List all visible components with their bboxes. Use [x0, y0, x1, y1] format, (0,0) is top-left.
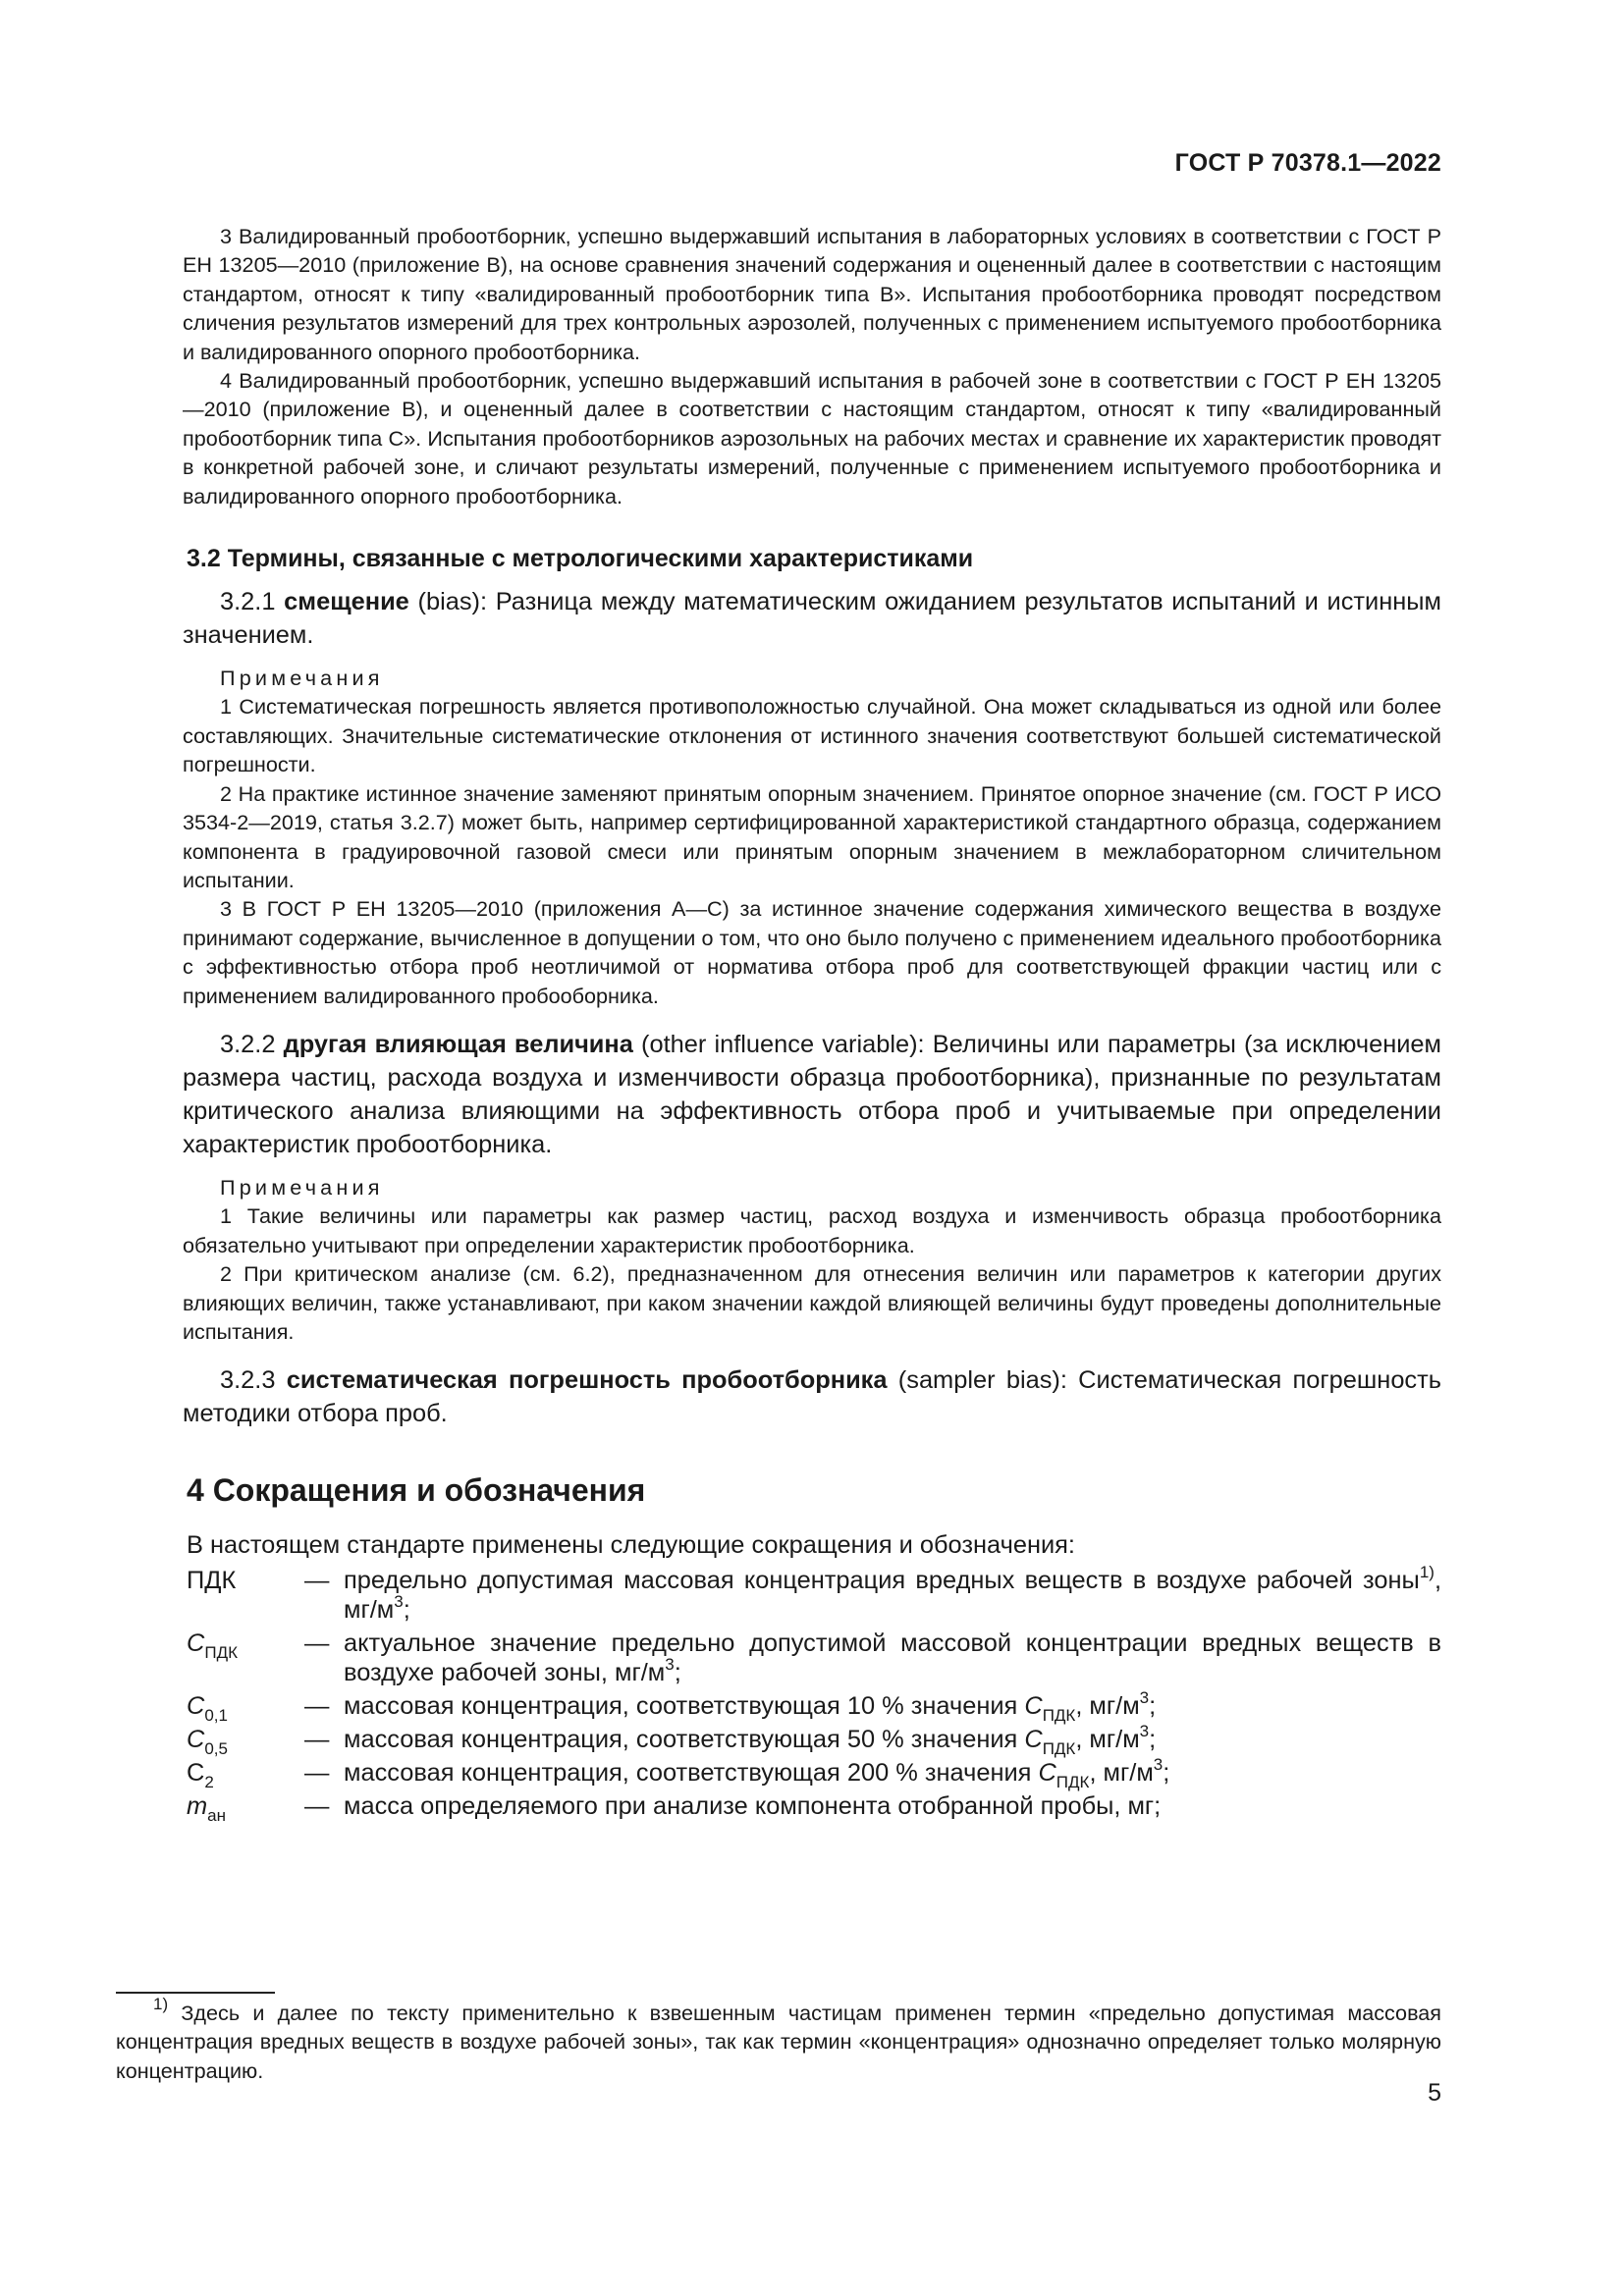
note-4-validated-sampler-c: 4 Валидированный пробоотборник, успешно выдержавший испытания в рабочей зоне в соответствии с ГОСТ Р ЕН 13205—2010 (приложение В), и оцененный далее в соответствии с настоящим стандартом, относят к типу «валидированный пробоотборник типа С». Испытания пробоотборников аэрозольных на рабочих местах и сравнение их характеристик проводят в конкретной рабочей зоне, и сличают результаты измерений, полученные с применением испытуемого пробоотборника и валидированного опорного пробоотборника. [183, 368, 1441, 508]
abbrev-dash: — [304, 1792, 330, 1821]
abbrev-dash: — [304, 1692, 330, 1721]
abbrev-definition: актуальное значение предельно допустимой массовой концентрации вредных веществ в воздухе рабочей зоны, $мг/м^3$; [344, 1629, 1441, 1687]
note-item: 1 Такие величины или параметры как размер частиц, расход воздуха и изменчивость образца пробоотборника обязательно учитывают при определении характеристик пробоотборника. [183, 1203, 1441, 1257]
note-item: 2 При критическом анализе (см. 6.2), предназначенном для отнесения величин или параметров к категории других влияющих величин, также устанавливают, при каком значении каждой влияющей величины будут проведены дополнительные испытания. [183, 1261, 1441, 1344]
footnote-mark: 1) [153, 1995, 169, 2013]
abbrev-symbol: $C_{ПДК}$ [187, 1629, 238, 1663]
term-name: другая влияющая величина [283, 1030, 633, 1058]
abbrev-symbol: $m_{ан}$ [187, 1792, 226, 1826]
abbrev-row-c-pdk [183, 1629, 1441, 1687]
abbrev-row-pdk [183, 1563, 1441, 1625]
footnote-text: Здесь и далее по тексту применительно к взвешенным частицам применен термин «предельно допустимая массовая концентрация вредных веществ в воздухе рабочей зоны», так как термин «концентрация» однозначно определяет только молярную концентрацию. [116, 2001, 1441, 2083]
term-3-2-1 [183, 585, 1441, 652]
abbrev-dash: — [304, 1726, 330, 1754]
main-content [183, 222, 1441, 1825]
section-4-intro: В настоящем стандарте применены следующие сокращения и обозначения: [187, 1531, 1075, 1560]
footnote-ref: 1) [1419, 1563, 1435, 1582]
section-4-heading: 4 Сокращения и обозначения [187, 1472, 646, 1509]
document-header-id: ГОСТ Р 70378.1—2022 [1174, 149, 1441, 177]
note-item: 2 На практике истинное значение заменяют принятым опорным значением. Принятое опорное значение (см. ГОСТ Р ИСО 3534-2—2019, статья 3.2.7) может быть, например сертифицированной характеристикой стандартного образца, содержанием компонента в градуировочной газовой смеси или принятым опорным значением в межлабораторном сличительном испытании. [183, 780, 1441, 892]
notes-title: Примечания [220, 666, 384, 691]
abbrev-row-c-0-1 [183, 1688, 1441, 1726]
term-definition: (bias): Разница между математическим ожиданием результатов испытаний и истинным значением. [183, 588, 1441, 650]
term-3-2-3 [183, 1363, 1441, 1430]
abbrev-definition: массовая концентрация, соответствующая 200 % значения $C_{ПДК}$, $мг/м^3$; [344, 1755, 1170, 1792]
term-name: смещение [284, 588, 409, 616]
abbrev-row-m-an [183, 1791, 1441, 1826]
abbrev-definition: массовая концентрация, соответствующая 10 % значения $C_{ПДК}$, $мг/м^3$; [344, 1688, 1157, 1726]
abbrev-symbol: $C_2$ [187, 1759, 214, 1792]
term-number: 3.2.2 [220, 1030, 276, 1058]
note-3-validated-sampler-b: 3 Валидированный пробоотборник, успешно выдержавший испытания в лабораторных условиях в соответствии с ГОСТ Р ЕН 13205—2010 (приложение В), на основе сравнения значений содержания и оцененный далее в соответствии с настоящим стандартом, относят к типу «валидированный пробоотборник типа В». Испытания пробоотборника проводят посредством сличения результатов измерений для трех контрольных аэрозолей, полученных с применением испытуемого пробоотборника и валидированного опорного пробоотборника. [183, 224, 1441, 364]
abbreviations-list [183, 1563, 1441, 1826]
abbrev-row-c-2 [183, 1755, 1441, 1792]
footnote-separator [116, 1992, 275, 1994]
abbrev-row-c-0-5 [183, 1722, 1441, 1759]
abbrev-definition: предельно допустимая массовая концентрация вредных веществ в воздухе рабочей зоны$^{1)}$, $мг/м^3$; [344, 1563, 1441, 1625]
page-number: 5 [1428, 2079, 1441, 2107]
section-3-2-heading: 3.2 Термины, связанные с метрологическими характеристиками [187, 545, 974, 573]
abbrev-symbol: $C_{0,5}$ [187, 1726, 228, 1759]
footnote [116, 1995, 1441, 2085]
abbrev-dash: — [304, 1629, 330, 1658]
note-item: 3 В ГОСТ Р ЕН 13205—2010 (приложения А—С) за истинное значение содержания химического вещества в воздухе принимают содержание, вычисленное в допущении о том, что оно было получено с применением идеального пробоотборника с эффективностью отбора проб неотличимой от норматива отбора проб для соответствующей фракции частиц или с применением валидированного пробооборника. [183, 896, 1441, 1008]
term-3-2-2 [183, 1028, 1441, 1161]
abbrev-symbol: $C_{0,1}$ [187, 1692, 228, 1726]
term-definition: (sampler bias): Систематическая погрешность методики отбора проб. [183, 1366, 1441, 1428]
abbrev-dash: — [304, 1759, 330, 1788]
notes-title: Примечания [220, 1174, 384, 1200]
abbrev-definition: масса определяемого при анализе компонента отобранной пробы, мг; [344, 1792, 1162, 1821]
term-number: 3.2.1 [220, 588, 276, 616]
note-item: 1 Систематическая погрешность является противоположностью случайной. Она может складываться из одной или более составляющих. Значительные систематические отклонения от истинного значения соответствуют большей систематической погрешности. [183, 694, 1441, 777]
term-name: систематическая погрешность пробоотборника [286, 1366, 888, 1395]
abbrev-symbol: ПДК [187, 1567, 237, 1595]
term-number: 3.2.3 [220, 1366, 276, 1395]
abbrev-dash: — [304, 1567, 330, 1595]
term-definition: (other influence variable): Величины или параметры (за исключением размера частиц, расхода воздуха и изменчивости образца пробоотборника), признанные по результатам критического анализа влияющими на эффективность отбора проб и учитываемые при определении характеристик пробоотборника. [183, 1030, 1442, 1158]
abbrev-definition: массовая концентрация, соответствующая 50 % значения $C_{ПДК}$, $мг/м^3$; [344, 1722, 1157, 1759]
